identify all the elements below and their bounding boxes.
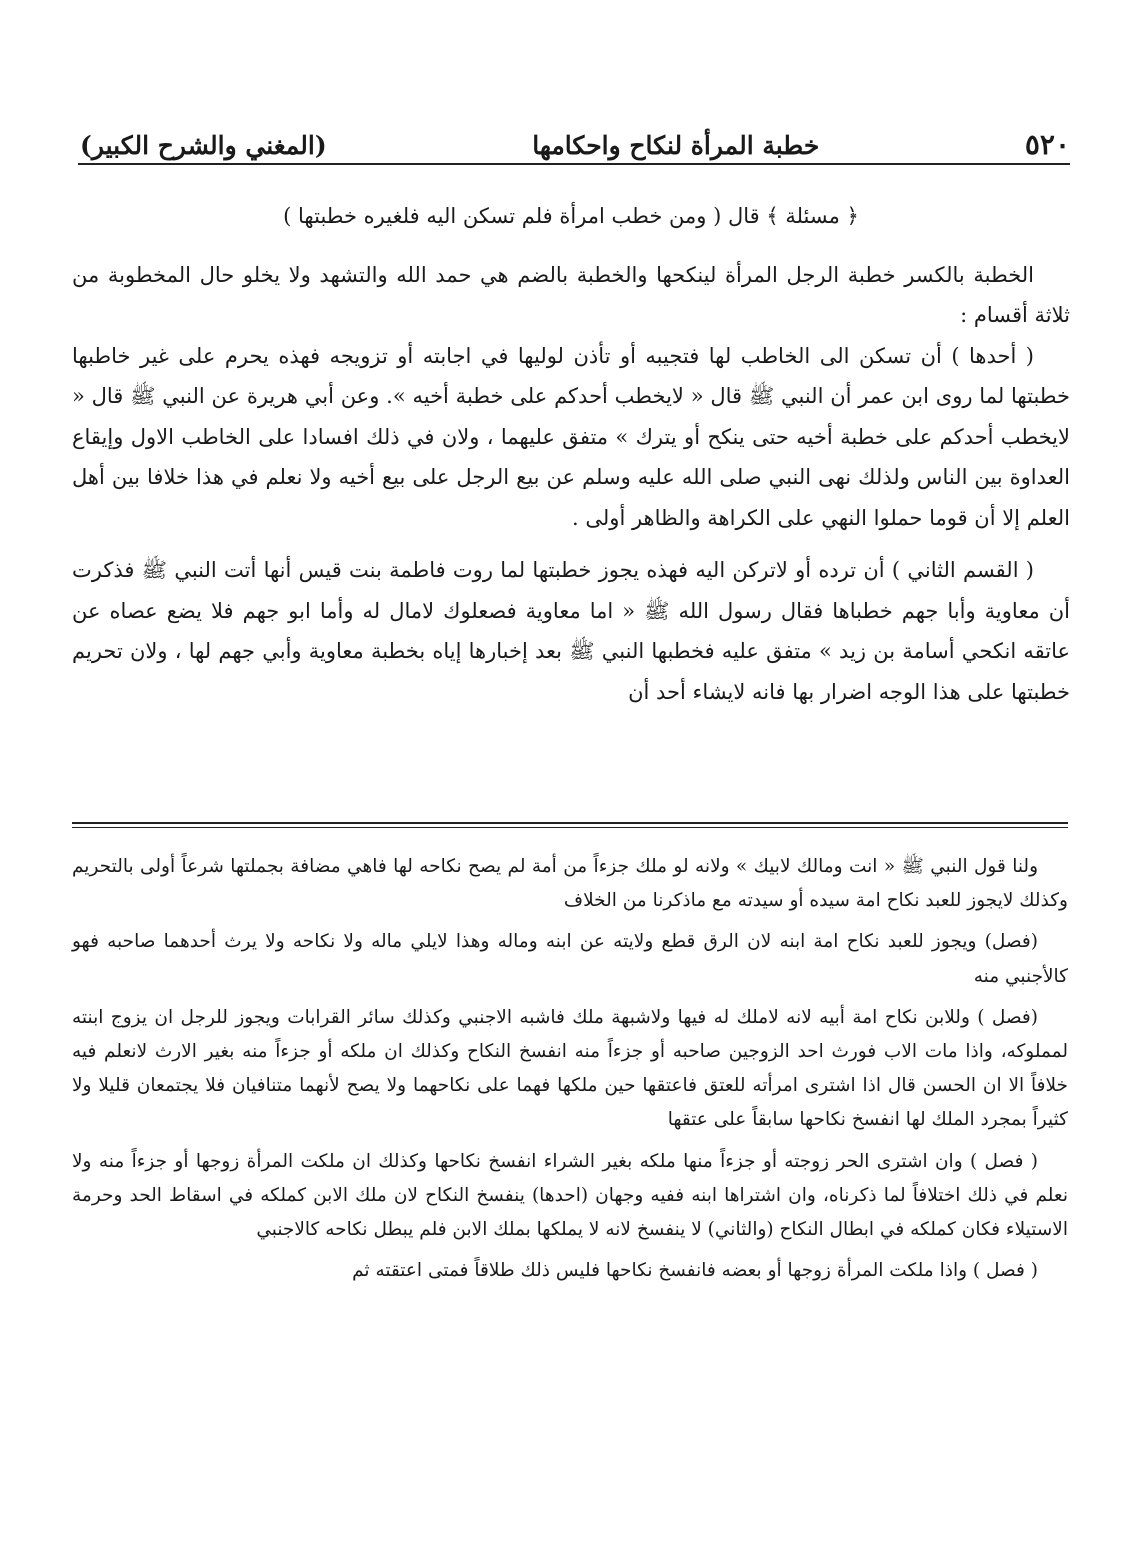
section-title: خطبة المرأة لنكاح واحكامها <box>532 131 820 160</box>
commentary-divider <box>72 822 1068 828</box>
paragraph-definition: الخطبة بالكسر خطبة الرجل المرأة لينكحها والخطبة بالضم هي حمد الله والتشهد ولا يخلو حال المخطوبة من ثلاثة أقسام : <box>72 262 1070 327</box>
paragraph-second-case: ( القسم الثاني ) أن ترده أو لاتركن اليه فهذه يجوز خطبتها لما روت فاطمة بنت قيس أنها أتت النبي ﷺ فذكرت أن معاوية وأبا جهم خطباها فقال رسول الله ﷺ « اما معاوية فصعلوك لامال له وأما ابو جهم فلا يضع عصاه عن عاتقه انكحي أسامة بن زيد » متفق عليه فخطبها النبي ﷺ بعد إخبارها إياه بخطبة معاوية وأبي جهم لها ، ولان تحريم خطبتها على هذا الوجه اضرار بها فانه لايشاء أحد أن <box>72 558 1070 704</box>
book-title: (المغني والشرح الكبير) <box>80 131 327 160</box>
note-paragraph: ولنا قول النبي ﷺ « انت ومالك لابيك » ولانه لو ملك جزءاً من أمة لم يصح نكاحه لها فاهي مضافة بجملتها شرعاً أولى بالتحريم وكذلك لايجوز للعبد نكاح امة سيده أو سيدته مع ماذكرنا من الخلاف <box>72 856 1068 912</box>
note-paragraph: (فصل ) وللابن نكاح امة أبيه لانه لاملك له فيها ولاشبهة ملك فاشبه الاجنبي وكذلك سائر القرابات ويجوز للرجل ان يزوج ابنته لمملوكه، واذا مات الاب فورث احد الزوجين صاحبه أو جزءاً منه انفسخ النكاح وكذلك ان ملكه أو جزءاً منه بغير الارث لانعلم فيه خلافاً الا ان الحسن قال اذا اشترى امرأته للعتق فاعتقها حين ملكها فهما على نكاحهما ولا يصح لأنهما متنافيان فلا يجتمعان قليلا ولا كثيراً بمجرد الملك لها انفسخ نكاحها سابقاً على عتقها <box>72 1006 1068 1131</box>
commentary-text <box>72 850 1068 1288</box>
paragraph-first-case: ( أحدها ) أن تسكن الى الخاطب لها فتجيبه أو تأذن لوليها في اجابته أو تزويجه فهذه يحرم على غير خاطبها خطبتها لما روى ابن عمر أن النبي ﷺ قال « لايخطب أحدكم على خطبة أخيه ». وعن أبي هريرة عن النبي ﷺ قال « لايخطب أحدكم على خطبة أخيه حتى ينكح أو يترك » متفق عليهما ، ولان في ذلك افسادا على الخاطب الاول وإيقاع العداوة بين الناس ولذلك نهى النبي صلى الله عليه وسلم عن بيع الرجل على بيع أخيه ولا نعلم في هذا خلافا بين أهل العلم إلا أن قوما حملوا النهي على الكراهة والظاهر أولى . <box>72 343 1070 530</box>
header-rule <box>78 163 1070 165</box>
main-text <box>72 196 1070 712</box>
note-paragraph: ( فصل ) واذا ملكت المرأة زوجها أو بعضه فانفسخ نكاحها فليس ذلك طلاقاً فمتى اعتقته ثم <box>352 1260 1038 1282</box>
page-header <box>80 128 1070 161</box>
note-paragraph: (فصل) ويجوز للعبد نكاح امة ابنه لان الرق قطع ولايته عن ابنه وماله وهذا لايلي ماله ولا نكاحه ولا يرث أحدهما صاحبه فهو كالأجنبي منه <box>72 931 1068 987</box>
note-paragraph: ( فصل ) وان اشترى الحر زوجته أو جزءاً منها ملكه بغير الشراء انفسخ نكاحها وكذلك ان ملكت المرأة زوجها أو جزءاً منه ولا نعلم في ذلك اختلافاً لما ذكرناه، وان اشتراها ابنه ففيه وجهان (احدها) ينفسخ النكاح لان ملك الابن كملكه في اسقاط الحد وحرمة الاستيلاء فكان كملكه في ابطال النكاح (والثاني) لا ينفسخ لانه لا يملكها بملك الابن فلم يبطل نكاحه كالاجنبي <box>72 1150 1068 1241</box>
page-number: ٥٢٠ <box>1024 128 1070 161</box>
masala-heading: ﴿ مسئلة ﴾ قال ( ومن خطب امرأة فلم تسكن اليه فلغيره خطبتها ) <box>283 204 859 228</box>
